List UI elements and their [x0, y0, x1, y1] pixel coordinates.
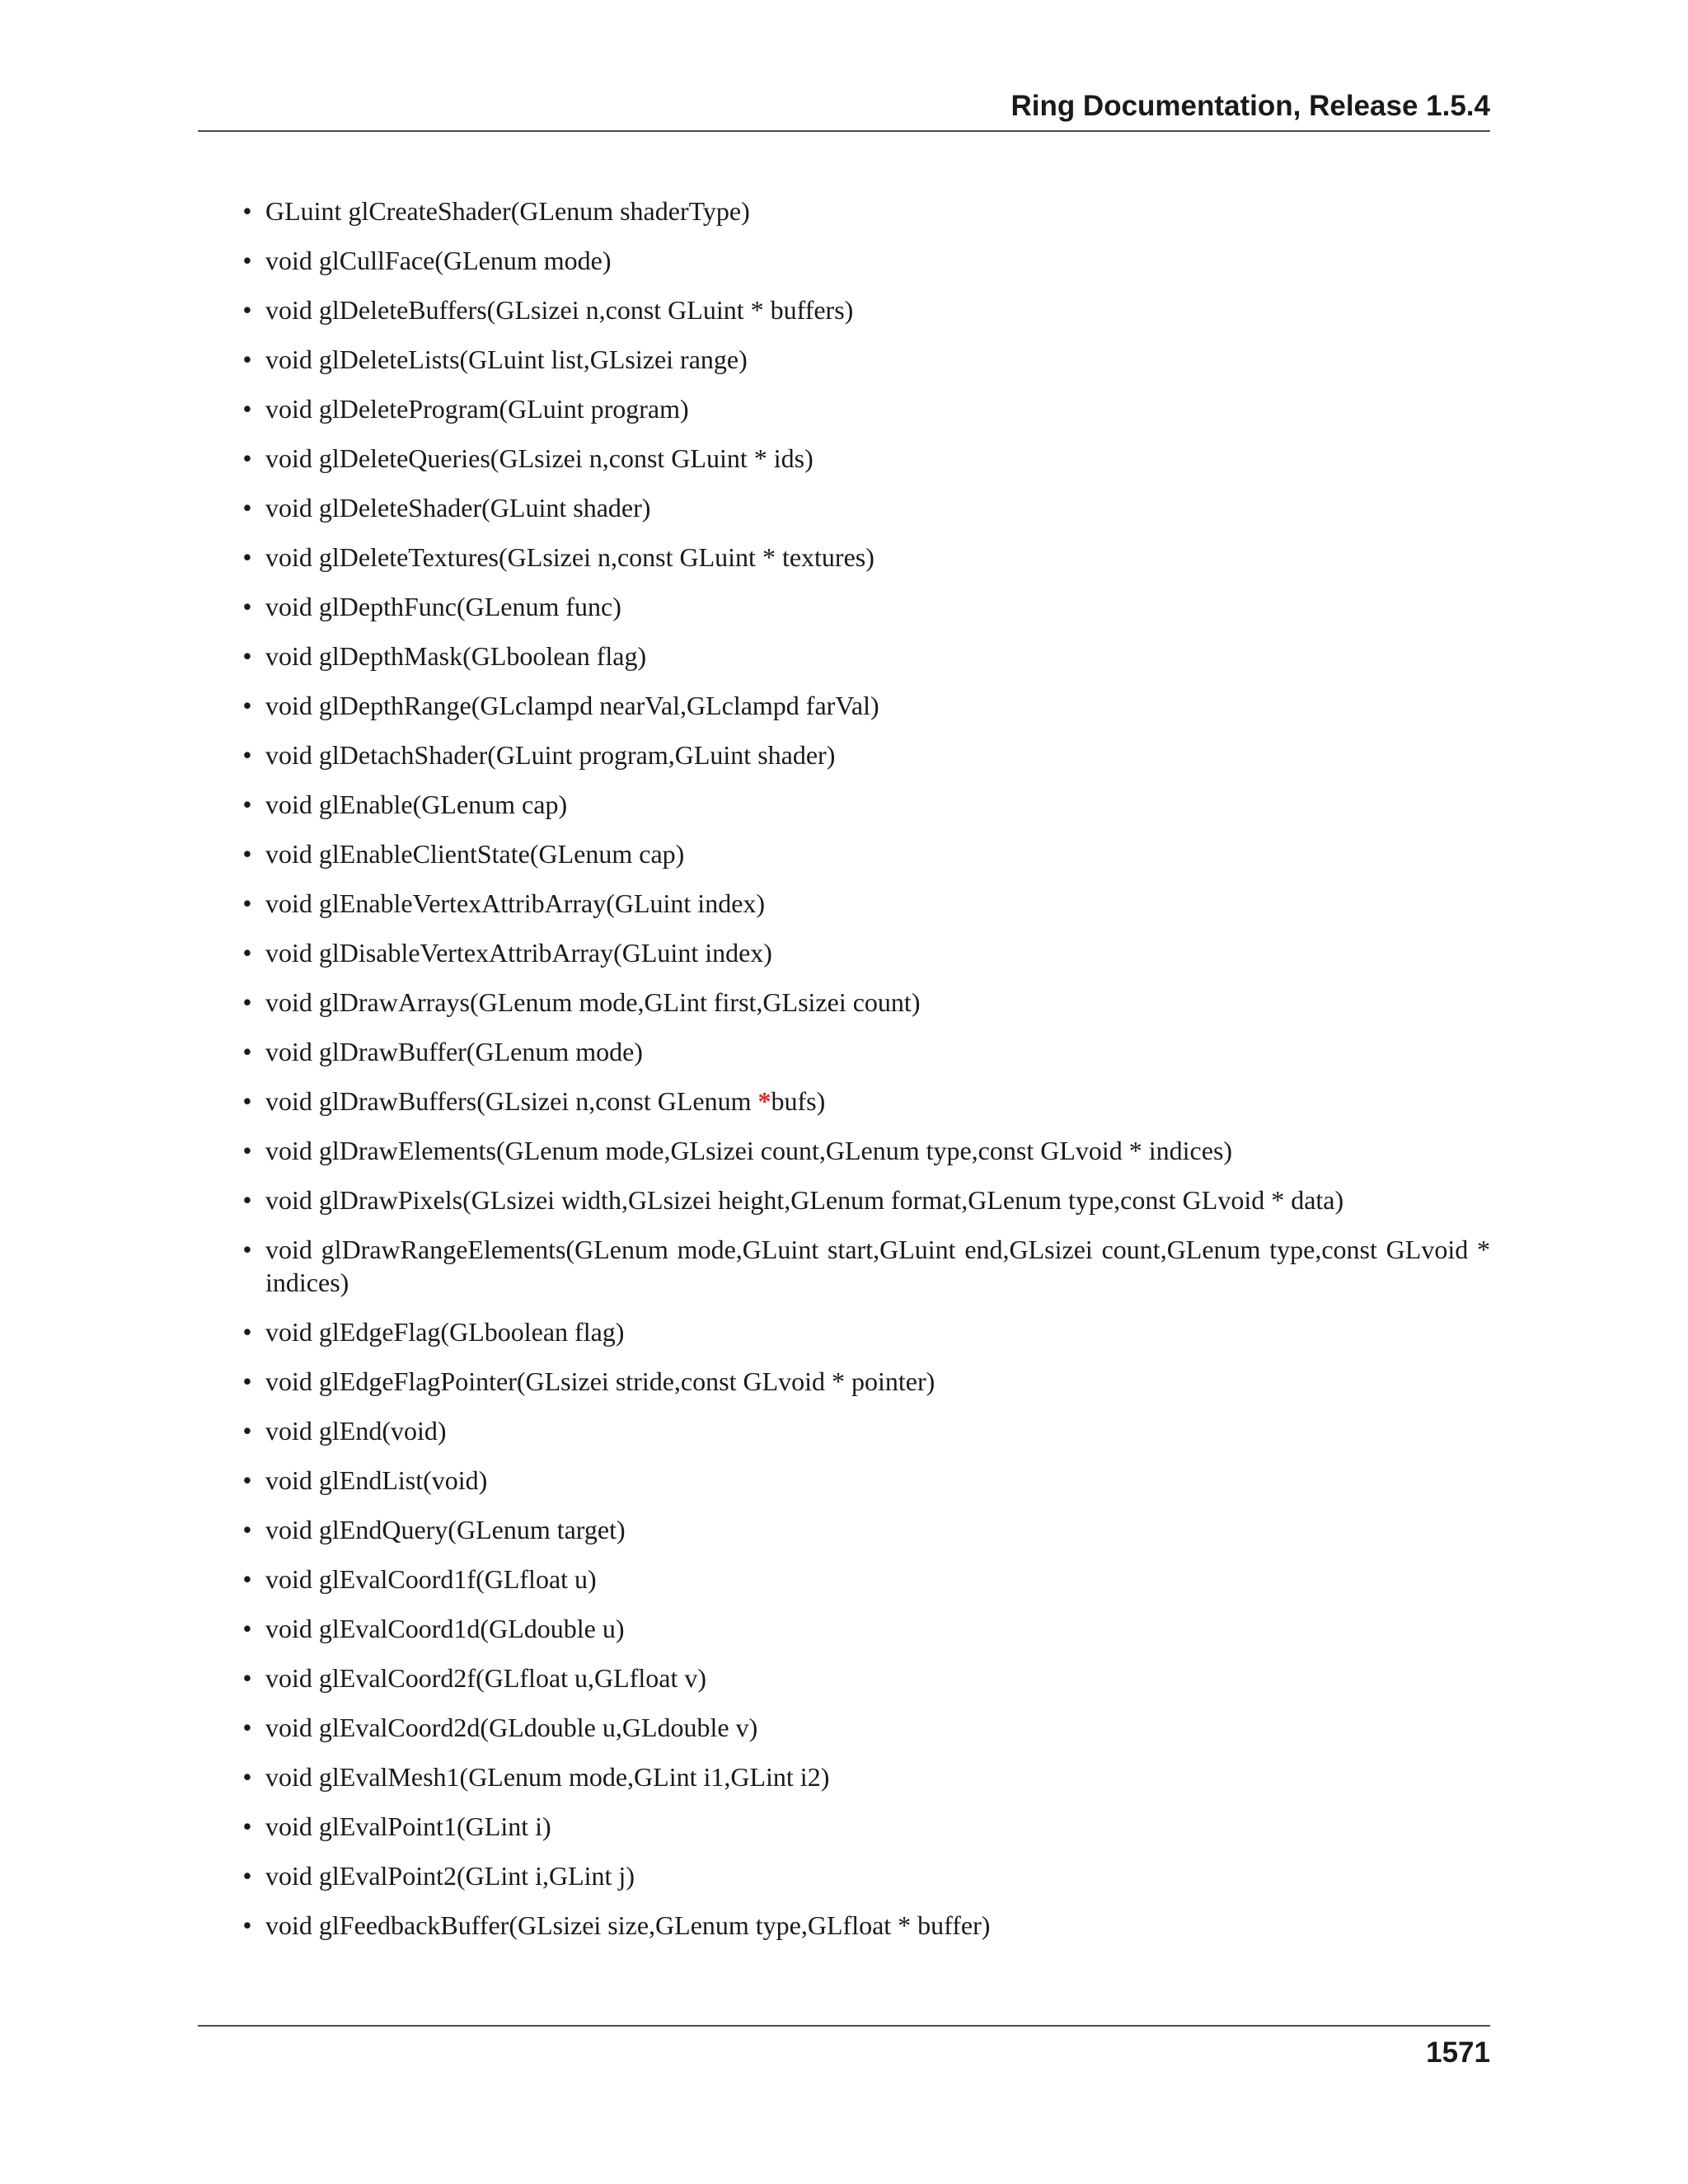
list-item	[242, 1233, 1490, 1299]
function-signature: void glDepthFunc(GLenum func)	[265, 592, 621, 621]
bullet-icon: •	[242, 1317, 252, 1347]
bullet-icon: •	[242, 691, 252, 720]
function-signature: void glEvalCoord1d(GLdouble u)	[265, 1614, 625, 1643]
bullet-icon: •	[242, 246, 252, 275]
function-signature-suffix: bufs)	[771, 1086, 826, 1116]
list-item	[242, 837, 1490, 870]
bullet-icon: •	[242, 344, 252, 374]
list-item	[242, 1315, 1490, 1348]
page-number: 1571	[1426, 2036, 1490, 2069]
list-item	[242, 1760, 1490, 1793]
list-item	[242, 244, 1490, 277]
function-signature: GLuint glCreateShader(GLenum shaderType)	[265, 196, 750, 226]
bullet-icon: •	[242, 1713, 252, 1742]
bullet-icon: •	[242, 938, 252, 968]
function-signature: void glEndList(void)	[265, 1465, 488, 1495]
function-signature: void glEnableVertexAttribArray(GLuint index)	[265, 888, 766, 918]
list-item	[242, 1612, 1490, 1645]
function-signature: void glDeleteTextures(GLsizei n,const GLuint * textures)	[265, 542, 874, 572]
list-item	[242, 887, 1490, 920]
bullet-icon: •	[242, 443, 252, 473]
function-signature: void glCullFace(GLenum mode)	[265, 246, 612, 275]
bullet-icon: •	[242, 592, 252, 621]
list-item	[242, 1365, 1490, 1398]
bullet-icon: •	[242, 740, 252, 770]
bullet-icon: •	[242, 1663, 252, 1693]
bullet-icon: •	[242, 196, 252, 226]
list-item	[242, 1711, 1490, 1744]
list-item	[242, 1563, 1490, 1596]
function-signature: void glDrawElements(GLenum mode,GLsizei count,GLenum type,const GLvoid * indices)	[265, 1136, 1233, 1165]
list-item	[242, 640, 1490, 673]
bullet-icon: •	[242, 1235, 252, 1264]
list-item	[242, 1513, 1490, 1546]
bullet-icon: •	[242, 1811, 252, 1841]
function-signature: void glEvalPoint1(GLint i)	[265, 1811, 551, 1841]
bullet-icon: •	[242, 493, 252, 523]
function-signature: void glEvalCoord2f(GLfloat u,GLfloat v)	[265, 1663, 706, 1693]
list-item	[242, 442, 1490, 475]
function-signature: void glDeleteProgram(GLuint program)	[265, 394, 689, 424]
list-item	[242, 1909, 1490, 1942]
list-item	[242, 1035, 1490, 1068]
bullet-icon: •	[242, 1515, 252, 1544]
bullet-icon: •	[242, 1861, 252, 1891]
bullet-icon: •	[242, 394, 252, 424]
bullet-icon: •	[242, 295, 252, 325]
function-signature: void glEndQuery(GLenum target)	[265, 1515, 626, 1544]
bullet-icon: •	[242, 1614, 252, 1643]
bullet-icon: •	[242, 1910, 252, 1940]
asterisk-icon: *	[757, 1086, 771, 1116]
function-signature: void glDeleteShader(GLuint shader)	[265, 493, 651, 523]
function-signature: void glEvalPoint2(GLint i,GLint j)	[265, 1861, 635, 1891]
function-signature: void glEdgeFlag(GLboolean flag)	[265, 1317, 625, 1347]
list-item	[242, 1464, 1490, 1497]
bullet-icon: •	[242, 790, 252, 819]
list-item	[242, 788, 1490, 821]
function-signature: void glDrawRangeElements(GLenum mode,GLuint start,GLuint end,GLsizei count,GLenum type,const GLvoid * indices)	[265, 1235, 1490, 1297]
document-title: Ring Documentation, Release 1.5.4	[1010, 90, 1490, 122]
function-signature: void glEvalCoord1f(GLfloat u)	[265, 1564, 597, 1594]
bullet-icon: •	[242, 1366, 252, 1396]
function-signature: void glDrawArrays(GLenum mode,GLint first,GLsizei count)	[265, 987, 921, 1017]
bullet-icon: •	[242, 888, 252, 918]
function-signature: void glFeedbackBuffer(GLsizei size,GLenum type,GLfloat * buffer)	[265, 1910, 991, 1940]
list-item	[242, 689, 1490, 722]
function-signature: void glEvalMesh1(GLenum mode,GLint i1,GLint i2)	[265, 1762, 830, 1792]
function-signature: void glEnableClientState(GLenum cap)	[265, 839, 685, 869]
list-item	[242, 590, 1490, 623]
function-signature: void glDeleteQueries(GLsizei n,const GLuint * ids)	[265, 443, 814, 473]
function-signature: void glEnd(void)	[265, 1416, 447, 1446]
function-signature: void glEdgeFlagPointer(GLsizei stride,const GLvoid * pointer)	[265, 1366, 935, 1396]
function-signature: void glEvalCoord2d(GLdouble u,GLdouble v)	[265, 1713, 758, 1742]
bullet-icon: •	[242, 1037, 252, 1066]
bullet-icon: •	[242, 641, 252, 671]
function-signature: void glDepthRange(GLclampd nearVal,GLclampd farVal)	[265, 691, 879, 720]
bullet-icon: •	[242, 1416, 252, 1446]
list-item	[242, 1183, 1490, 1216]
bullet-icon: •	[242, 839, 252, 869]
function-signature: void glDeleteBuffers(GLsizei n,const GLuint * buffers)	[265, 295, 854, 325]
bullet-icon: •	[242, 1762, 252, 1792]
bullet-icon: •	[242, 1564, 252, 1594]
list-item	[242, 1134, 1490, 1167]
bullet-icon: •	[242, 542, 252, 572]
page-header	[198, 89, 1490, 132]
list-item	[242, 343, 1490, 376]
function-signature: void glEnable(GLenum cap)	[265, 790, 568, 819]
list-item	[242, 491, 1490, 524]
list-item	[242, 936, 1490, 969]
list-item	[242, 541, 1490, 574]
list-item	[242, 1414, 1490, 1447]
list-item	[242, 1085, 1490, 1118]
list-item	[242, 293, 1490, 326]
bullet-icon: •	[242, 1136, 252, 1165]
list-item	[242, 194, 1490, 227]
bullet-icon: •	[242, 1465, 252, 1495]
bullet-icon: •	[242, 1185, 252, 1215]
function-signature-prefix: void glDrawBuffers(GLsizei n,const GLenum	[265, 1086, 758, 1116]
list-item	[242, 1661, 1490, 1694]
function-signature: void glDepthMask(GLboolean flag)	[265, 641, 647, 671]
list-item	[242, 392, 1490, 425]
page-footer	[198, 2025, 1490, 2079]
list-item	[242, 738, 1490, 771]
function-signature: void glDrawBuffer(GLenum mode)	[265, 1037, 643, 1066]
bullet-icon: •	[242, 1086, 252, 1116]
function-list	[242, 194, 1490, 1958]
list-item	[242, 1810, 1490, 1843]
function-signature: void glDeleteLists(GLuint list,GLsizei range)	[265, 344, 748, 374]
function-signature: void glDrawPixels(GLsizei width,GLsizei height,GLenum format,GLenum type,const GLvoid * data)	[265, 1185, 1344, 1215]
function-signature: void glDetachShader(GLuint program,GLuint shader)	[265, 740, 836, 770]
bullet-icon: •	[242, 987, 252, 1017]
list-item	[242, 986, 1490, 1019]
list-item	[242, 1859, 1490, 1892]
function-signature: void glDisableVertexAttribArray(GLuint index)	[265, 938, 772, 968]
